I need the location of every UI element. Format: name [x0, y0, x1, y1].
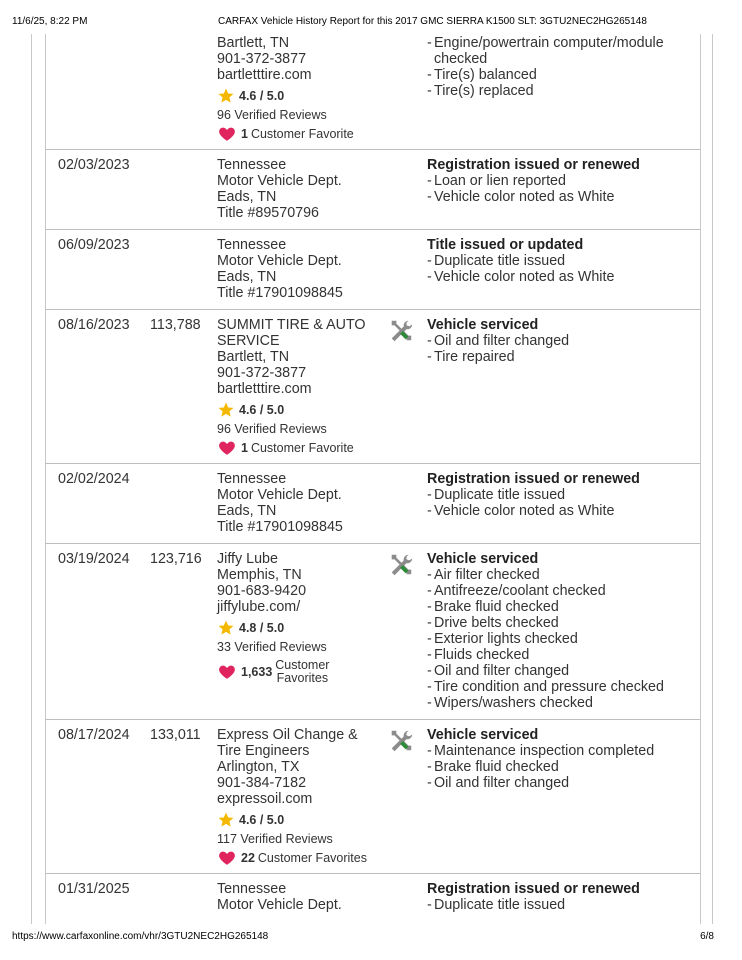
heart-icon — [217, 663, 237, 681]
odometer: 133,011 — [150, 727, 201, 743]
source-cell: Tennessee Motor Vehicle Dept. Eads, TN Title #17901098845 — [217, 471, 343, 535]
record-date: 03/19/2024 — [58, 551, 130, 567]
record-date: 08/17/2024 — [58, 727, 130, 743]
comment-title: Vehicle serviced — [427, 551, 539, 567]
table-border-left — [45, 34, 46, 924]
verified-reviews-link[interactable]: 117 Verified Reviews — [217, 832, 333, 846]
print-url: https://www.carfaxonline.com/vhr/3GTU2NEC2HG265148 — [12, 931, 269, 942]
comments-cell: Registration issued or renewed - Duplicate title issued - Vehicle color noted as White — [427, 471, 640, 519]
customer-favorite: 1 Customer Favorite — [217, 439, 366, 457]
comments-cell: Title issued or updated - Duplicate title issued - Vehicle color noted as White — [427, 237, 615, 285]
source-cell: Jiffy Lube Memphis, TN 901-683-9420 jiffylube.com/ 4.8 / 5.0 33 Verified Reviews 1,633 Customer Favorites — [217, 551, 330, 685]
comment-title: Vehicle serviced — [427, 727, 539, 743]
wrench-service-icon — [388, 318, 414, 344]
comments-cell: Vehicle serviced - Air filter checked - Antifreeze/coolant checked - Brake fluid checked - Drive belts checked - Exterior lights checked - Fluids checked - Oil and filter changed - Tire condition and pressure checked - Wipers/washers checked — [427, 551, 664, 711]
record-date: 01/31/2025 — [58, 881, 130, 897]
page-number: 6/8 — [700, 931, 714, 942]
rating: 4.6 / 5.0 — [217, 401, 366, 419]
row-divider — [45, 229, 700, 230]
source-cell: SUMMIT TIRE & AUTO SERVICE Bartlett, TN 901-372-3877 bartletttire.com 4.6 / 5.0 96 Verified Reviews 1 Customer Favorite — [217, 317, 366, 455]
rating: 4.6 / 5.0 — [217, 811, 367, 829]
comments-cell: Vehicle serviced - Oil and filter changed - Tire repaired — [427, 317, 570, 365]
rating: 4.8 / 5.0 — [217, 619, 329, 637]
customer-favorite: 1,633 Customer Favorites — [217, 657, 329, 687]
table-border-left-outer — [31, 34, 32, 924]
source-cell — [217, 35, 354, 143]
source-website[interactable]: expressoil.com — [217, 791, 313, 807]
source-cell: Tennessee Motor Vehicle Dept. — [217, 881, 342, 913]
odometer: 123,716 — [150, 551, 202, 567]
row-divider — [45, 719, 700, 720]
row-divider — [45, 873, 700, 874]
rating: 4.6 / 5.0 — [217, 87, 354, 105]
print-datetime: 11/6/25, 8:22 PM — [12, 16, 88, 27]
verified-reviews-link[interactable]: 96 Verified Reviews — [217, 422, 327, 436]
record-date: 08/16/2023 — [58, 317, 130, 333]
record-date: 02/02/2024 — [58, 471, 130, 487]
comments-cell: Registration issued or renewed - Duplicate title issued — [427, 881, 640, 913]
heart-icon — [217, 849, 237, 867]
table-border-right — [700, 34, 701, 924]
source-cell: Tennessee Motor Vehicle Dept. Eads, TN Title #89570796 — [217, 157, 342, 221]
source-phone: 901-372-3877 — [217, 51, 307, 67]
customer-favorite: 1 Customer Favorite — [217, 125, 354, 143]
source-cell: Express Oil Change & Tire Engineers Arlington, TX 901-384-7182 expressoil.com 4.6 / 5.0 117 Verified Reviews 22 Customer Favorites — [217, 727, 367, 865]
row-divider — [45, 463, 700, 464]
source-website[interactable]: jiffylube.com/ — [217, 599, 301, 615]
record-date: 02/03/2023 — [58, 157, 130, 173]
source-website[interactable]: bartletttire.com — [217, 67, 312, 83]
verified-reviews-link[interactable]: 33 Verified Reviews — [217, 640, 327, 654]
table-border-right-outer — [712, 34, 713, 924]
source-city: Bartlett, TN — [217, 35, 290, 51]
wrench-service-icon — [388, 552, 414, 578]
heart-icon — [217, 125, 237, 143]
verified-reviews-link[interactable]: 96 Verified Reviews — [217, 108, 327, 122]
comments-cell: Vehicle serviced - Maintenance inspection completed - Brake fluid checked - Oil and filter changed — [427, 727, 655, 791]
row-divider — [45, 543, 700, 544]
comment-title: Registration issued or renewed — [427, 471, 640, 487]
print-title: CARFAX Vehicle History Report for this 2017 GMC SIERRA K1500 SLT: 3GTU2NEC2HG265148 — [218, 16, 647, 27]
comments-cell: Registration issued or renewed - Loan or lien reported - Vehicle color noted as White — [427, 157, 640, 205]
star-icon — [217, 811, 235, 829]
wrench-service-icon — [388, 728, 414, 754]
comment-title: Vehicle serviced — [427, 317, 539, 333]
row-divider — [45, 309, 700, 310]
customer-favorite: 22 Customer Favorites — [217, 849, 367, 867]
heart-icon — [217, 439, 237, 457]
odometer: 113,788 — [150, 317, 201, 333]
comments-cell: - Engine/powertrain computer/module checked - Tire(s) balanced - Tire(s) replaced — [427, 35, 664, 99]
star-icon — [217, 619, 235, 637]
comment-title: Registration issued or renewed — [427, 157, 640, 173]
comment-title: Registration issued or renewed — [427, 881, 640, 897]
record-date: 06/09/2023 — [58, 237, 130, 253]
source-cell: Tennessee Motor Vehicle Dept. Eads, TN Title #17901098845 — [217, 237, 343, 301]
source-website[interactable]: bartletttire.com — [217, 381, 312, 397]
star-icon — [217, 87, 235, 105]
star-icon — [217, 401, 235, 419]
comment-title: Title issued or updated — [427, 237, 584, 253]
row-divider — [45, 149, 700, 150]
